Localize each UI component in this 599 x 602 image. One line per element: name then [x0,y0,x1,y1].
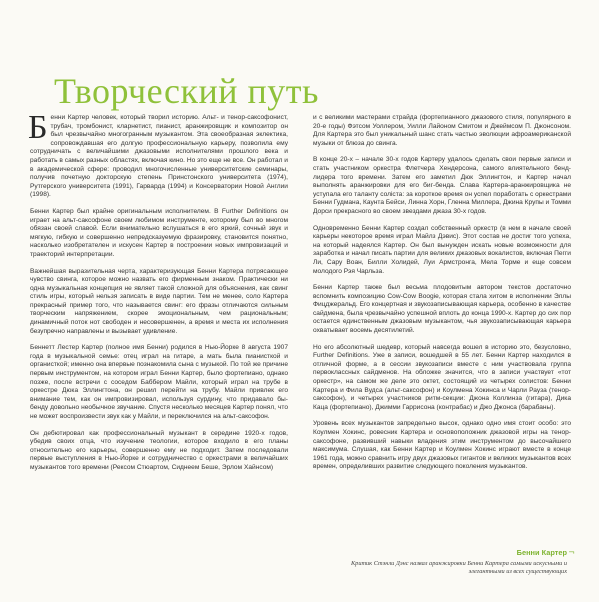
right-column [313,114,571,480]
photo-caption [337,549,567,575]
paragraph: Бенни Картер также был весьма плодовитым автором текстов достаточно вспомнить композицию Cow-Cow Boogie, которая стала хитом в исполнении Эллы Фицджеральд. Его концертная и звукозаписывающая карьера, особенно в качестве сайдмена, была чрезвычайно успешной вплоть до конца 1990-х. Картер до сих пор остается единственным джазовым музыкантом, чья звукозаписывающая карьера охватывает восемь десятилетий. [313,284,571,335]
paragraph: Уровень всех музыкантов запредельно высок, однако одно имя стоит особо: это Коулмен Хокинс, ровесник Картера и основоположник джазовой игры на тенор-саксофоне, развивший навыки владения этим инструментом до высочайшего максимума. Слушая, как Бенни Картер и Коулмен Хокинс играют вместе в конце 1961 года, можно сравнить игру двух джазовых гигантов и великих музыкантов всех времен, определивших развитие следующего поколения музыкантов. [313,420,571,471]
drop-cap: Б [28,109,48,146]
paragraph-text: енни Картер человек, который творил историю. Альт- и тенор-саксофонист, трубач, тромбонист, кларнетист, пианист, аранжировщик и композитор он был чрезвычайно многогранным музыкантом. Эта своеобразная эклектика, сопровождавшая его долгую профессиональную карьеру, позволила ему сотрудничать с величайшими джазовыми исполнителями прошлого века и работать в самых разных областях, включая кино. Но это еще не все. Он работал и в академической сфере: проводил многочисленные университетские семинары, получив почетную докторскую степень Принстонского университета (1974), Рутгерского университета (1991), Гарварда (1994) и Консерватории Новой Англии (1998). [30,114,288,199]
paragraph: Одновременно Бенни Картер создал собственный оркестр (в нем в начале своей карьеры некоторое время играл Майлз Дэвис). Этот состав не достиг того успеха, на который надеялся Картер. Он был вынужден искать новые возможности для заработка и начал писать партии для великих джазовых вокалистов, включая Пегги Ли, Сару Воан, Билли Холидей, Луи Армстронга, Мела Торме и еще совсем молодого Рэя Чарльза. [313,224,571,275]
paragraph: Бенни Картер был крайне оригинальным исполнителем. В Further Definitions он играет на альт-саксофоне своем любимом инструменте, которому был во многом обязан своей славой. Если внимательно вслушаться в его яркий, сочный звук и мягкую, гибкую и совершенно непредсказуемую фразировку, становится понятно, насколько изобретателен и искусен Картер в построении новых импровизаций и траекторий интерпретации. [30,207,288,258]
paragraph: Беннетт Лестер Картер (полное имя Бенни) родился в Нью-Йорке 8 августа 1907 года в музыкальной семье: отец играл на гитаре, а мать была пианисткой и органисткой; именно она впервые познакомила сына с музыкой. По той же причине первым инструментом, на котором играл Бенни Картер, было фортепиано, однако позже, после встречи с соседом Бабберoм Майли, который играл на трубе в оркестре Дюка Эллингтона, он решил перейти на трубу. Майли привлек его внимание тем, как он импровизировал, используя сурдину, что придавало бы-бенду довольно необычное звучание. Спустя несколько месяцев Картер понял, что не может воспроизвести звук как у Майли, и переключился на альт-саксофон. [30,344,288,420]
caption-text: Критик Стэнли Дэнс назвал аранжировки Бенни Картера самыми искусными и элегантными из всех существующих [351,559,567,575]
paragraph: и с великими мастерами страйда (фортепианного джазового стиля, популярного в 20-е годы) Фэтсом Уоллером, Уилли Лайоном Смитом и Джеймсом П. Джонсоном. Для Картера это был уникальный шанс стать частью эволюции афроамериканской музыки от блюза до свинга. [313,114,571,147]
corner-mark-icon: ¬ [568,548,575,557]
left-column [28,109,288,481]
paragraph: Он дебютировал как профессиональный музыкант в середине 1920-х годов, убедив своих отца, что изучение теологии, которое входило в его планы относительно его карьеры, совершенно ему не подходит. Затем последовали первые выступления в Нью-Йорке и сотрудничество с оркестрами в величайших музыкантов того времени (Рексом Стюартом, Сиднеем Беше, Эрлом Хайнсом) [30,429,288,471]
paragraph: В конце 20-х – начале 30-х годов Картеру удалось сделать свои первые записи и стать участником оркестра Флетчера Хендерсона, самого влиятельного бенд-лидера того времени. Затем его заметил Дюк Эллингтон, и Картер начал выполнять аранжировки для его биг-бенда. Слава Картера-аранжировщика не уступала его таланту соліста: за короткое время он успел поработать с оркестрами Бенни Гудмана, Каунта Бейси, Линна Хорн, Гленна Миллера, Джина Крупы и Томми Дорси прекрасного во своем звездами джаза 30-х годов. [313,156,571,215]
paragraph: Но его абсолютный шедевр, который навсегда вошел в историю это, безусловно, Further Definitions. Уже в записи, вошедшей в 55 лет. Бенни Картер находился в отличной форме, а в сессии звукозаписи вместе с ним участвовала группа первоклассных сайдменов. На обложке значится, что в записи участвует «тот оркестр», на самом же деле это октет, состоящий из четырех солистов: Бенни Картера и Фила Вудса (альт-саксофон) и Коулмена Хокинса и Чарли Рауза (тенор-саксофон), и четырех участников ритм-секции: Джона Коллинза (гитара), Дика Каца (фортепиано), Джимми Гаррисона (контрабас) и Джо Джонса (барабаны). [313,343,571,411]
paragraph [28,109,288,200]
paragraph: Важнейшая выразительная черта, характеризующая Бенни Картера потрясающее чувство свинга, которое можно назвать его фирменным знаком. Практически ни одна музыкальная концепция не являет такой сложной для объяснения, как свинг стиль игры, который нельзя записать в виде партии. Тем не менее, соло Картера прекрасный пример того, что называется свинг: его фразы отличаются сильным творческим напряжением, скорее эмоциональным, чем рациональным; динамичный поток нот свободен и несовершенен, а время и места их исполнения безупречно направлены и вызывает удивление. [30,267,288,335]
caption-title: Бенни Картер [516,548,567,557]
page-title: Творческий путь [54,71,319,111]
